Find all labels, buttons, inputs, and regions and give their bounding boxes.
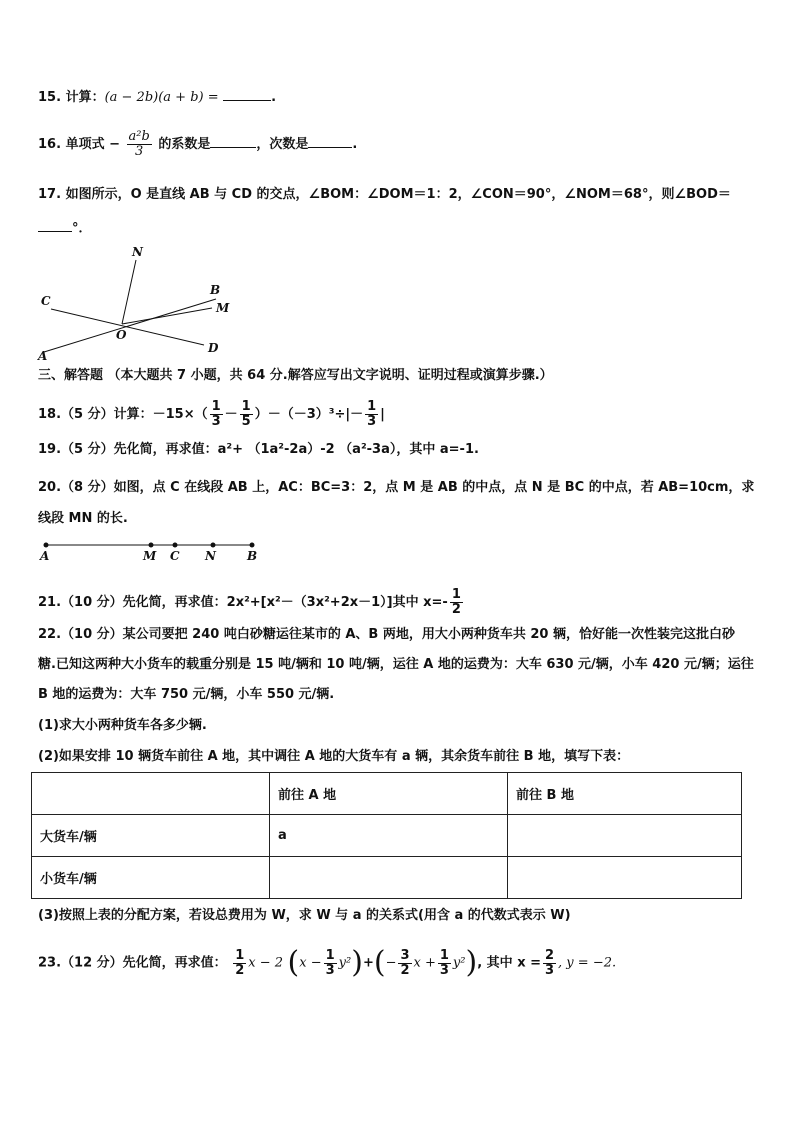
question-22-part1: (1)求大小两种货车各多少辆. bbox=[38, 718, 207, 733]
question-17-line2: °． bbox=[38, 219, 92, 238]
table-row bbox=[32, 815, 742, 857]
table-cell: 大货车/辆 bbox=[32, 815, 270, 857]
fraction: $\frac{\text{a²b}}{3}$ bbox=[128, 129, 150, 159]
fraction: $\frac{1}{3}$ bbox=[439, 947, 449, 978]
question-22-part3: (3)按照上表的分配方案，若设总费用为 W，求 W 与 a 的关系式(用含 a 的代数式表示 W) bbox=[38, 908, 571, 923]
section-3-heading: 三、解答题 （本大题共 7 小题，共 64 分.解答应写出文字说明、证明过程或演算步骤.） bbox=[38, 368, 553, 383]
left-paren: ( bbox=[287, 945, 300, 980]
left-paren: ( bbox=[373, 945, 386, 980]
label-d: D bbox=[208, 341, 219, 355]
table-cell bbox=[270, 857, 508, 899]
q17-angle-diagram bbox=[34, 242, 244, 362]
point-m bbox=[149, 543, 154, 548]
table-cell: 前往 B 地 bbox=[508, 773, 742, 815]
point-a bbox=[44, 543, 49, 548]
question-22-line3: B 地的运费为：大车 750 元/辆，小车 550 元/辆. bbox=[38, 687, 335, 702]
point-b bbox=[250, 543, 255, 548]
question-22-line2: 糖.已知这两种大小货车的载重分别是 15 吨/辆和 10 吨/辆，运往 A 地的运费为：大车 630 元/辆，小车 420 元/辆；运往 bbox=[38, 657, 754, 672]
answer-blank bbox=[210, 135, 256, 148]
fraction: $\frac{3}{2}$ bbox=[400, 947, 410, 978]
question-22-line1: 22.（10 分）某公司要把 240 吨白砂糖运往某市的 A、B 两地，用大小两种货车共 20 辆，恰好能一次性装完这批白砂 bbox=[38, 627, 735, 642]
right-paren: ) bbox=[351, 945, 363, 980]
table-cell: a bbox=[270, 815, 508, 857]
table-header-row bbox=[32, 773, 742, 815]
q20-segment-diagram bbox=[34, 536, 274, 566]
fraction: $\frac{1}{3}$ bbox=[367, 399, 377, 429]
label-b: B bbox=[210, 283, 221, 297]
line-cd bbox=[51, 309, 204, 345]
question-20-line1: 20.（8 分）如图，点 C 在线段 AB 上，AC：BC=3：2，点 M 是 AB 的中点，点 N 是 BC 的中点，若 AB=10cm，求 bbox=[38, 480, 755, 495]
question-16: 16. 单项式 − $\frac{\text{a²b}}{3}$ 的系数是 ，次数是 . bbox=[38, 129, 358, 159]
table-cell: 前往 A 地 bbox=[270, 773, 508, 815]
label-b: B bbox=[247, 549, 258, 563]
line-ab bbox=[44, 299, 216, 352]
question-20-line2: 线段 MN 的长. bbox=[38, 511, 128, 526]
answer-blank bbox=[223, 88, 271, 101]
label-a: A bbox=[40, 549, 50, 563]
answer-blank bbox=[38, 219, 72, 232]
table-row bbox=[32, 857, 742, 899]
table-cell bbox=[508, 815, 742, 857]
question-21: 21.（10 分）先化简，再求值：2x²+[x²－（3x²+2x－1）]其中 x=- $\frac{1}{2}$ bbox=[38, 587, 461, 617]
allocation-table bbox=[31, 772, 742, 899]
table-cell bbox=[508, 857, 742, 899]
question-18: 18.（5 分）计算：－15×（ $\frac{1}{3}$ － $\frac{1}{5}$ ）－（－3）³÷|－ $\frac{1}{3}$ | bbox=[38, 399, 385, 429]
table-cell: 小货车/辆 bbox=[32, 857, 270, 899]
fraction: $\frac{1}{3}$ bbox=[211, 399, 221, 429]
question-19: 19.（5 分）先化简，再求值：a²+ （1a²-2a）-2 （a²-3a），其中 a=-1. bbox=[38, 442, 479, 457]
label-m: M bbox=[143, 549, 157, 563]
label-n: N bbox=[205, 549, 216, 563]
label-o: O bbox=[116, 328, 127, 342]
fraction: $\frac{1}{2}$ bbox=[451, 587, 461, 617]
question-23: 23.（12 分）先化简，再求值： $\frac{1}{2}$ x − 2 (x − $\frac{1}{3}$ y²)+(− $\frac{3}{2}$ x + $\frac{1}{3}$ y²), 其中 x = $\frac{2}{3}$ , y = −2. bbox=[38, 945, 617, 980]
question-22-part2: (2)如果安排 10 辆货车前往 A 地，其中调往 A 地的大货车有 a 辆，其余货车前往 B 地，填写下表： bbox=[38, 749, 630, 764]
fraction: $\frac{1}{3}$ bbox=[325, 947, 335, 978]
fraction: $\frac{2}{3}$ bbox=[545, 947, 555, 978]
ray-om bbox=[122, 308, 212, 324]
label-m: M bbox=[216, 301, 230, 315]
label-c: C bbox=[170, 549, 180, 563]
answer-blank bbox=[308, 135, 352, 148]
label-n: N bbox=[132, 245, 143, 259]
label-c: C bbox=[41, 294, 51, 308]
fraction: $\frac{1}{5}$ bbox=[241, 399, 251, 429]
question-15: 15. 计算：(a − 2b)(a + b) = . bbox=[38, 90, 277, 105]
point-c bbox=[173, 543, 178, 548]
right-paren: ) bbox=[465, 945, 478, 980]
ray-on bbox=[122, 260, 136, 324]
question-17-line1: 17. 如图所示，O 是直线 AB 与 CD 的交点，∠BOM：∠DOM＝1：2，∠CON＝90°，∠NOM＝68°，则∠BOD＝ bbox=[38, 187, 731, 202]
label-a: A bbox=[38, 349, 48, 362]
table-cell bbox=[32, 773, 270, 815]
point-n bbox=[211, 543, 216, 548]
fraction: $\frac{1}{2}$ bbox=[235, 947, 245, 978]
